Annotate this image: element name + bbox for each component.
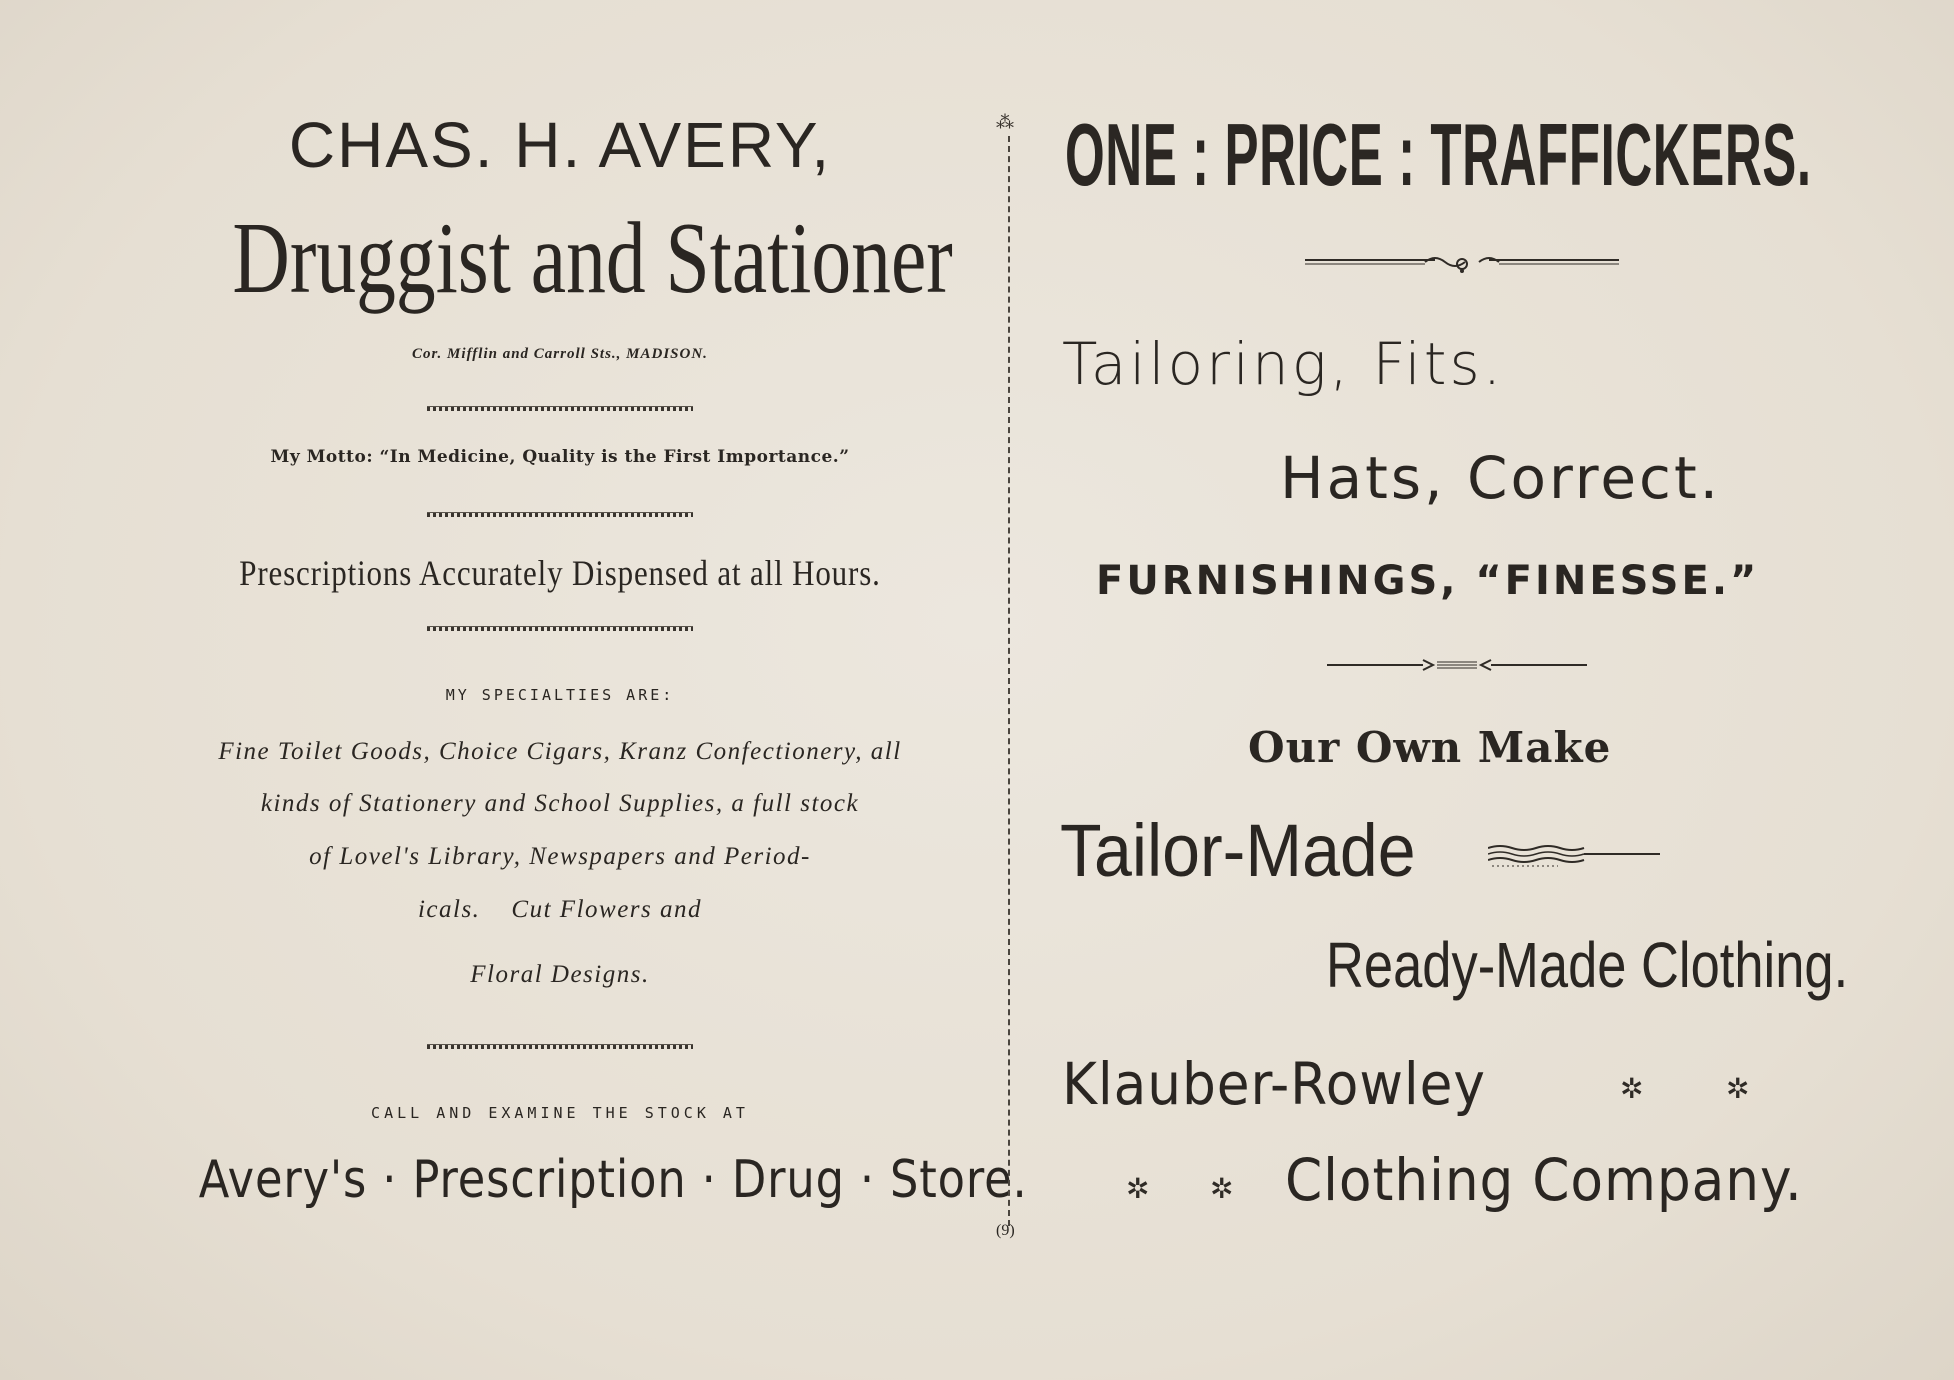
star-ornament-icon: ✲	[1126, 1172, 1150, 1205]
page-number: (9)	[996, 1222, 1015, 1239]
specialties-line: Fine Toilet Goods, Choice Cigars, Kranz Confectionery, all	[218, 738, 902, 765]
ornamental-rule	[427, 406, 693, 411]
prescriptions-line: Prescriptions Accurately Dispensed at all Hours.	[239, 553, 881, 593]
ornamental-rule	[427, 1044, 693, 1049]
store-name: Avery's · Prescription · Drug · Store.	[198, 1150, 1028, 1210]
star-ornament-icon: ✲	[1620, 1072, 1644, 1105]
tailoring-line: Tailoring, Fits.	[1062, 330, 1505, 398]
specialties-heading: MY SPECIALTIES ARE:	[445, 686, 675, 704]
wavy-flourish-icon	[1488, 840, 1660, 870]
hats-line: Hats, Correct.	[1280, 444, 1722, 512]
motto-line: My Motto: “In Medicine, Quality is the First Importance.”	[270, 447, 850, 467]
proprietor-name: CHAS. H. AVERY,	[288, 109, 832, 181]
trade-title: Druggist and Stationer	[232, 202, 953, 315]
call-to-action: CALL AND EXAMINE THE STOCK AT	[371, 1104, 749, 1122]
star-ornament-icon: ✲	[1210, 1172, 1234, 1205]
divider-flourish-icon: ⁂	[996, 112, 1014, 133]
own-make-line: Our Own Make	[1248, 723, 1612, 772]
store-address: Cor. Mifflin and Carroll Sts., MADISON.	[412, 346, 708, 362]
ornamental-rule	[427, 626, 693, 631]
klauber-rowley-advertisement	[1040, 0, 1880, 1380]
star-ornament-icon: ✲	[1726, 1072, 1750, 1105]
specialties-line: icals. Cut Flowers and	[417, 896, 703, 923]
company-name-line-2: Clothing Company.	[1285, 1146, 1803, 1214]
furnishings-line: FURNISHINGS, “FINESSE.”	[1096, 558, 1760, 604]
specialties-line: kinds of Stationery and School Supplies, a full stock	[260, 790, 860, 817]
center-divider	[1008, 136, 1010, 1226]
specialties-line: of Lovel's Library, Newspapers and Period-	[309, 843, 811, 870]
specialties-line: Floral Designs.	[470, 961, 650, 988]
avery-advertisement	[140, 0, 1028, 1380]
ornamental-rule	[427, 512, 693, 517]
ready-made-line: Ready-Made Clothing.	[1326, 929, 1849, 1001]
company-name-line-1: Klauber-Rowley	[1062, 1050, 1486, 1118]
tailor-made-line: Tailor-Made	[1060, 809, 1416, 892]
flourish-ornament-icon	[1305, 252, 1619, 274]
arrow-rule-ornament-icon	[1327, 658, 1587, 672]
headline: ONE : PRICE : TRAFFICKERS.	[1065, 105, 1812, 204]
